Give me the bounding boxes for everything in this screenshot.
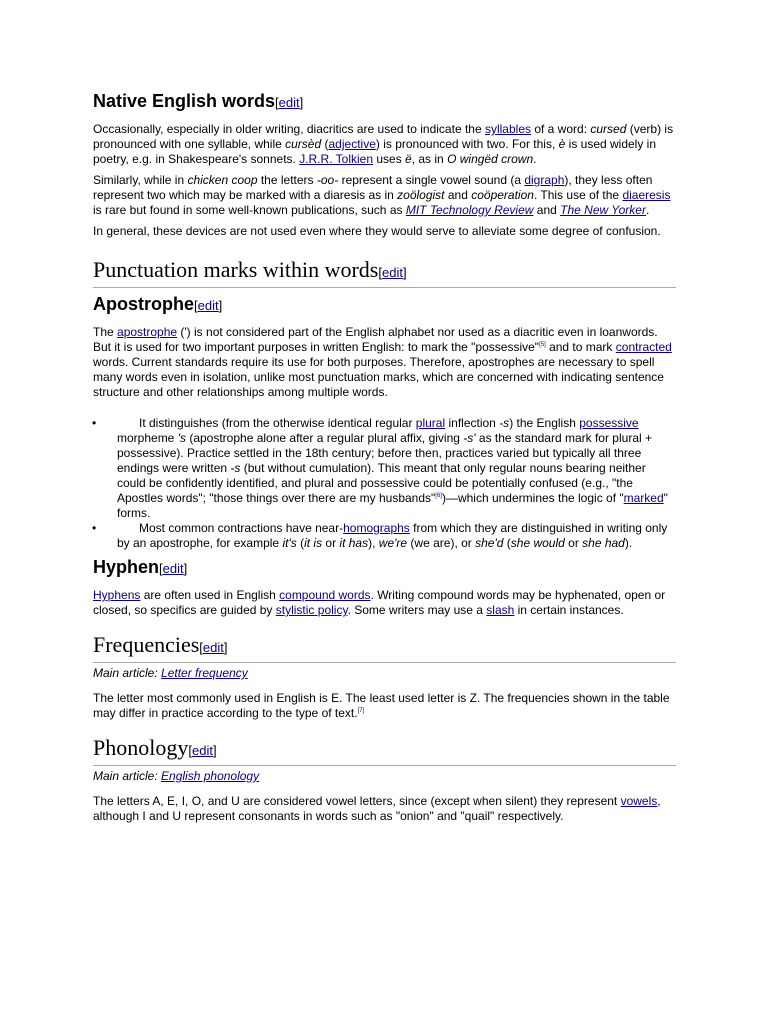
edit-link[interactable]: edit — [202, 640, 224, 655]
text: of a word: — [531, 122, 591, 136]
text: and to mark — [545, 340, 616, 354]
edit-link-wrapper: [edit] — [194, 298, 223, 313]
text: (but without cumulation). This meant that only regular nouns bearing neither could be confidently identified, and plural and possessive could be potentially confused (e.g., "the Apostles words"; "those things over there are my husbands" — [117, 461, 646, 505]
text: as the standard mark for plural + possessive). Practice settled in the 18th century; before then, practices varied but typically all three endings were written — [117, 431, 652, 475]
text: Main article: — [93, 666, 162, 680]
link-the-new-yorker[interactable]: The New Yorker — [560, 203, 646, 217]
link-hyphens[interactable]: Hyphens — [93, 588, 141, 602]
edit-link[interactable]: edit — [382, 265, 403, 280]
text: represent a single vowel sound (a — [338, 173, 525, 187]
text: . Some writers may use a — [347, 603, 487, 617]
text: are often used in English — [140, 588, 280, 602]
text: ( — [503, 536, 511, 550]
link-slash[interactable]: slash — [486, 603, 515, 617]
heading-text: Punctuation marks within words — [93, 257, 379, 282]
text: or — [322, 536, 340, 550]
text: words. Current standards require its use for both purposes. Therefore, apostrophes are necessary to spell many words even in isolation, unlike most punctuation marks, which are concerned with indicating sentence structure and other relationships among multiple words. — [93, 355, 664, 399]
text: and — [444, 188, 472, 202]
text: ). — [624, 536, 633, 550]
text: The letters A, E, I, O, and U are considered vowel letters, since (except when silent) they represent — [93, 794, 621, 808]
text: . This use of the — [533, 188, 623, 202]
article-body — [93, 88, 676, 824]
text: is used widely in poetry, e.g. in Shakespeare's sonnets. — [93, 137, 657, 166]
link-compound-words[interactable]: compound words — [279, 588, 371, 602]
italic-text: -oo- — [316, 173, 339, 187]
link-apostrophe[interactable]: apostrophe — [117, 325, 178, 339]
citation-link[interactable]: [5] — [539, 342, 546, 348]
list-item — [93, 416, 676, 521]
link-english-phonology[interactable]: English phonology — [161, 769, 260, 783]
text: )—which undermines the logic of " — [441, 491, 624, 505]
heading-text: Frequencies — [93, 632, 200, 657]
italic-text: she had — [582, 536, 625, 550]
text: , although I and U represent consonants in words such as "onion" and "quail" respectively. — [93, 794, 661, 823]
text: ) the English — [509, 416, 580, 430]
italic-text: she would — [510, 536, 565, 550]
italic-text: cursèd — [285, 137, 322, 151]
section-heading-phonology — [93, 735, 676, 766]
paragraph — [93, 325, 676, 400]
text: . — [645, 203, 650, 217]
italic-text: it's — [282, 536, 297, 550]
paragraph: In general, these devices are not used even where they would serve to alleviate some degree of confusion. — [93, 224, 661, 238]
paragraph — [93, 691, 676, 721]
main-article-note — [93, 666, 676, 681]
heading-text: Hyphen — [93, 557, 160, 577]
paragraph — [93, 173, 676, 218]
edit-link[interactable]: edit — [197, 298, 219, 313]
text: , as in — [411, 152, 448, 166]
paragraph — [93, 122, 676, 167]
link-stylistic-policy[interactable]: stylistic policy — [275, 603, 348, 617]
bullet-icon: • — [92, 416, 97, 430]
text: (apostrophe alone after a regular plural affix, giving — [186, 431, 464, 445]
italic-text: chicken coop — [187, 173, 258, 187]
text: ), — [368, 536, 379, 550]
text: (we are), or — [407, 536, 476, 550]
bullet-list — [93, 416, 676, 551]
italic-text: cursed — [590, 122, 627, 136]
text: . — [533, 152, 537, 166]
link-syllables[interactable]: syllables — [484, 122, 531, 136]
bullet-icon: • — [92, 521, 97, 535]
link-marked[interactable]: marked — [623, 491, 664, 505]
italic-text: we're — [378, 536, 408, 550]
section-heading-hyphen — [93, 554, 676, 582]
text: the letters — [257, 173, 317, 187]
text: The letter most commonly used in English is E. The least used letter is Z. The frequencies shown in the table may differ in practice according to the type of text. — [93, 691, 670, 720]
italic-text: it has — [339, 536, 369, 550]
link-mit-technology-review[interactable]: MIT Technology Review — [405, 203, 534, 217]
edit-link-wrapper: [edit] — [199, 640, 228, 655]
italic-text: zoölogist — [397, 188, 445, 202]
link-plural[interactable]: plural — [415, 416, 446, 430]
link-diaeresis[interactable]: diaeresis — [622, 188, 671, 202]
heading-text: Phonology — [93, 735, 189, 760]
text: The — [93, 325, 118, 339]
text: ( — [296, 536, 305, 550]
italic-text: O wingëd crown — [447, 152, 534, 166]
link-digraph[interactable]: digraph — [524, 173, 565, 187]
text: ) is pronounced with two. For this, — [375, 137, 559, 151]
text: (') is not considered part of the English alphabet nor used as a diacritic even in loanwords. But it is used for two important purposes in written English: to mark the "possessive" — [93, 325, 658, 354]
edit-link-wrapper: [edit] — [275, 95, 304, 110]
link-tolkien[interactable]: J.R.R. Tolkien — [299, 152, 374, 166]
text: (verb) is pronounced with one syllable, while — [93, 122, 674, 151]
italic-text: it is — [304, 536, 323, 550]
text: and — [533, 203, 561, 217]
main-article-note — [93, 769, 676, 784]
text: Occasionally, especially in older writing, diacritics are used to indicate the — [93, 122, 485, 136]
text: " forms. — [117, 491, 668, 520]
text: or — [564, 536, 583, 550]
italic-text: -s' — [463, 431, 476, 445]
link-homographs[interactable]: homographs — [343, 521, 410, 535]
heading-text: Apostrophe — [93, 294, 194, 314]
link-adjective[interactable]: adjective — [328, 137, 376, 151]
link-vowels[interactable]: vowels — [620, 794, 658, 808]
link-contracted[interactable]: contracted — [615, 340, 672, 354]
text: . Writing compound words may be hyphenated, open or closed, so specifics are guided by — [93, 588, 666, 617]
italic-text: coöperation — [471, 188, 534, 202]
text: from which they are distinguished in writing only by an apostrophe, for example — [117, 521, 668, 550]
citation-link[interactable]: [7] — [357, 708, 365, 714]
italic-text: 's — [177, 431, 186, 445]
italic-text: -s — [230, 461, 241, 475]
text: It distinguishes (from the otherwise identical regular — [139, 416, 416, 430]
edit-link[interactable]: edit — [278, 95, 300, 110]
edit-link[interactable]: edit — [162, 561, 184, 576]
section-heading-frequencies — [93, 632, 676, 663]
italic-text: -s — [499, 416, 510, 430]
text: ), they less often represent two which may be marked with a diaresis as in — [93, 173, 653, 202]
section-heading-punctuation — [93, 257, 676, 288]
section-heading-native-english-words — [93, 88, 676, 116]
heading-text: Native English words — [93, 91, 276, 111]
edit-link-wrapper: [edit] — [378, 265, 407, 280]
link-possessive[interactable]: possessive — [579, 416, 639, 430]
citation-link[interactable]: [6] — [435, 493, 442, 499]
paragraph — [93, 588, 676, 618]
link-letter-frequency[interactable]: Letter frequency — [161, 666, 248, 680]
text: morpheme — [117, 431, 178, 445]
italic-text: è — [558, 137, 566, 151]
text: Most common contractions have near- — [139, 521, 344, 535]
paragraph — [93, 794, 676, 824]
text: Similarly, while in — [93, 173, 188, 187]
text: uses — [373, 152, 406, 166]
section-heading-apostrophe — [93, 291, 676, 319]
text: ( — [321, 137, 329, 151]
list-item — [93, 521, 676, 551]
text: inflection — [445, 416, 500, 430]
edit-link[interactable]: edit — [191, 743, 213, 758]
text: in certain instances. — [514, 603, 624, 617]
italic-text: ë — [405, 152, 412, 166]
edit-link-wrapper: [edit] — [188, 743, 217, 758]
text: is rare but found in some well-known publications, such as — [93, 203, 406, 217]
edit-link-wrapper: [edit] — [159, 561, 188, 576]
text: Main article: — [93, 769, 162, 783]
italic-text: she'd — [475, 536, 504, 550]
